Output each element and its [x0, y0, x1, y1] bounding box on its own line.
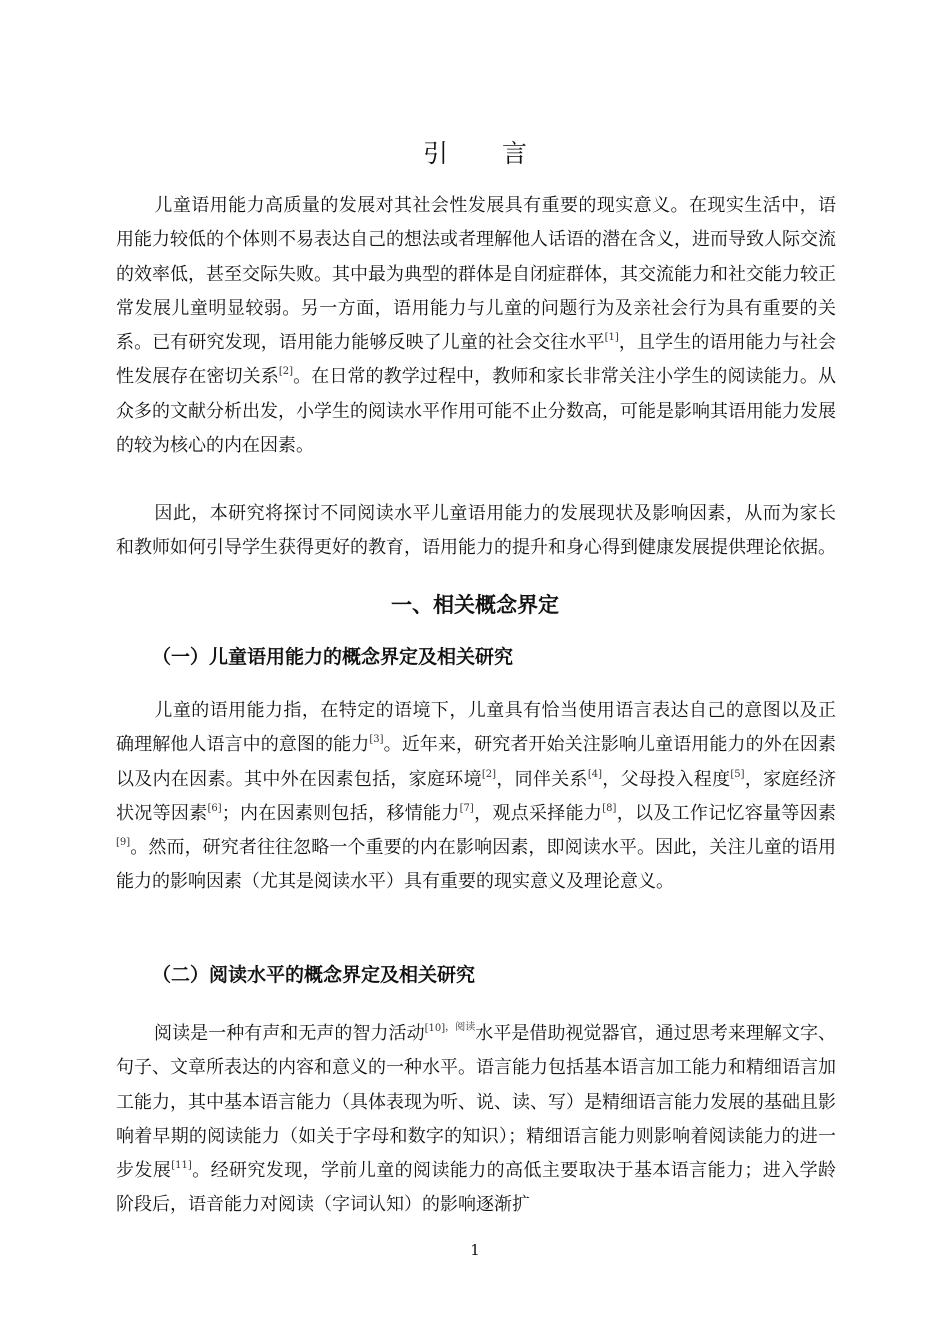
text-run: 。然而，研究者往往忽略一个重要的内在影响因素，即阅读水平。因此，关注儿童的语用能力的影响因素（尤其是阅读水平）具有重要的现实意义及理论意义。	[116, 837, 836, 893]
citation-1: [1]	[604, 332, 619, 344]
text-run: ；内在因素则包括，移情能力	[221, 802, 460, 824]
text-run: 阅读是一种有声和无声的智力活动	[154, 1023, 425, 1044]
text-run: 水平是借助视觉器官，通过思考来理解文字、句子、文章所表达的内容和意义的一种水平。语言能力包括基本语言加工能力和精细语言加工能力，其中基本语言能力（具体表现为听、说、读、写）是精细语言能力发展的基础且影响着早期的阅读能力（如关于字母和数字的知识）；精细语言能力则影响着阅读能力的进一步发展	[116, 1023, 837, 1182]
citation-2: [2]	[278, 366, 294, 378]
text-run: ，观点采择能力	[473, 802, 603, 824]
citation-5: [5]	[730, 768, 745, 780]
citation-9: [9]	[116, 837, 131, 849]
page-number: 1	[470, 1241, 480, 1259]
subsection-heading-2: （二）阅读水平的概念界定及相关研究	[152, 964, 476, 986]
title-char-1: 引	[422, 139, 448, 168]
text-run: 因此，本研究将探讨不同阅读水平儿童语用能力的发展现状及影响因素，从而为家长和教师如何引导学生获得更好的教育，语用能力的提升和身心得到健康发展提供理论依据。	[116, 503, 836, 559]
citation-10: [10]	[424, 1023, 446, 1034]
text-run: ，家庭经济状况等因素	[116, 768, 837, 824]
subsection-heading-1: （一）儿童语用能力的概念界定及相关研究	[152, 646, 514, 668]
text-run: ，父母投入程度	[602, 768, 731, 790]
intro-paragraph-2	[116, 497, 836, 566]
intro-paragraph-1	[116, 189, 836, 463]
section-heading-1: 一、相关概念界定	[391, 593, 559, 617]
citation-11: [11]	[171, 1160, 192, 1172]
text-run: 。在日常的教学过程中，教师和家长非常关注小学生的阅读能力。从众多的文献分析出发，小学生的阅读水平作用可能不止分数高，可能是影响其语用能力发展的较为核心的内在因素。	[116, 366, 837, 457]
text-run: 。经研究发现，学前儿童的阅读能力的高低主要取决于基本语言能力；进入学龄阶段后，语音能力对阅读（字词认知）的影响逐渐扩	[116, 1160, 837, 1216]
overlapping-text: ，阅读	[445, 1022, 476, 1033]
text-run: ，同伴关系	[496, 768, 588, 790]
citation-6: [6]	[207, 802, 222, 814]
citation-4: [4]	[587, 768, 603, 780]
subsection-1-paragraph	[116, 694, 836, 900]
citation-8: [8]	[602, 802, 617, 814]
citation-3: [3]	[369, 734, 384, 746]
subsection-2-paragraph	[116, 1011, 836, 1223]
text-run: ，且学生的语用能力与社会性发展存在密切关系	[116, 332, 837, 388]
page-title	[0, 136, 950, 172]
citation-7: [7]	[459, 802, 474, 814]
text-run: ，以及工作记忆容量等因素	[616, 802, 837, 824]
title-char-2: 言	[502, 139, 528, 168]
text-run: 儿童的语用能力指，在特定的语境下，儿童具有恰当使用语言表达自己的意图以及正确理解他人语言中的意图的能力	[116, 700, 836, 756]
citation-2b: [2]	[481, 768, 497, 780]
text-run: 儿童语用能力高质量的发展对其社会性发展具有重要的现实意义。在现实生活中，语用能力较低的个体则不易表达自己的想法或者理解他人话语的潜在含义，进而导致人际交流的效率低，甚至交际失败。其中最为典型的群体是自闭症群体，其交流能力和社交能力较正常发展儿童明显较弱。另一方面，语用能力与儿童的问题行为及亲社会行为具有重要的关系。已有研究发现，语用能力能够反映了儿童的社会交往水平	[116, 195, 836, 354]
text-run: 。近年来，研究者开始关注影响儿童语用能力的外在因素以及内在因素。其中外在因素包括，家庭环境	[116, 734, 836, 790]
